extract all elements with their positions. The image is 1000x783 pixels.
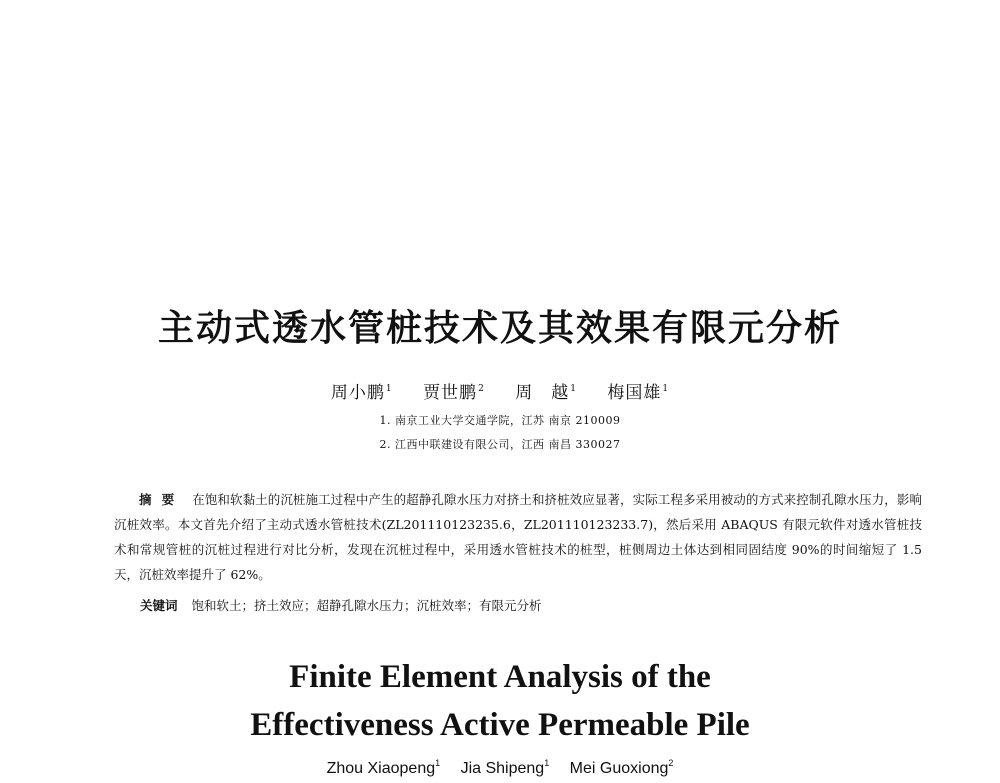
author-cn-1-sup: 1: [385, 384, 393, 394]
author-cn-3: [515, 383, 577, 403]
author-en-2: [461, 760, 550, 777]
authors-en: [0, 758, 1000, 778]
author-en-1: [327, 760, 441, 777]
paper-title-en-line2: Effectiveness Active Permeable Pile: [250, 707, 750, 743]
paper-title-en-line1: Finite Element Analysis of the: [289, 659, 711, 695]
keywords-cn: [140, 593, 920, 618]
abstract-label: 摘要: [139, 492, 185, 507]
abstract-text: 在饱和软黏土的沉桩施工过程中产生的超静孔隙水压力对挤土和挤桩效应显著，实际工程多采用被动的方式来控制孔隙水压力，影响沉桩效率。本文首先介绍了主动式透水管桩技术(ZL201110123235.6，ZL201110123233.7)，然后采用 ABAQUS 有限元软件对透水管桩技术和常规管桩的沉桩过程进行对比分析，发现在沉桩过程中，采用透水管桩技术的桩型，桩侧周边土体达到相同固结度 90%的时间缩短了 1.5 天，沉桩效率提升了 62%。: [114, 492, 922, 582]
author-cn-3-sup: 1: [570, 384, 577, 394]
author-en-3: [570, 760, 674, 777]
abstract-cn: [114, 487, 922, 587]
paper-title-cn: 主动式透水管桩技术及其效果有限元分析: [157, 308, 842, 349]
author-cn-2-name: 贾世鹏: [423, 383, 478, 403]
author-cn-3-name: 周 越: [515, 383, 570, 403]
author-cn-4-name: 梅国雄: [607, 383, 662, 403]
author-en-2-sup: 1: [544, 758, 550, 768]
keywords-text: 饱和软土；挤土效应；超静孔隙水压力；沉桩效率；有限元分析: [191, 598, 542, 613]
author-cn-1: [331, 383, 393, 403]
author-en-1-name: Zhou Xiaopeng: [326, 760, 436, 777]
author-cn-1-name: 周小鹏: [330, 383, 385, 403]
keywords-label: 关键词: [140, 598, 178, 613]
author-en-3-name: Mei Guoxiong: [569, 760, 669, 777]
affiliation-2: 2. 江西中联建设有限公司，江西 南昌 330027: [379, 438, 621, 451]
author-cn-2-sup: 2: [478, 384, 485, 394]
author-en-3-sup: 2: [668, 758, 674, 768]
author-cn-2: [423, 383, 485, 403]
author-en-1-sup: 1: [435, 758, 441, 768]
paper-title-en: [0, 653, 1000, 749]
author-en-2-name: Jia Shipeng: [460, 760, 545, 777]
affiliation-1: 1. 南京工业大学交通学院，江苏 南京 210009: [379, 414, 621, 427]
author-cn-4: [607, 383, 669, 403]
authors-cn: [0, 378, 1000, 403]
author-cn-4-sup: 1: [662, 384, 670, 394]
